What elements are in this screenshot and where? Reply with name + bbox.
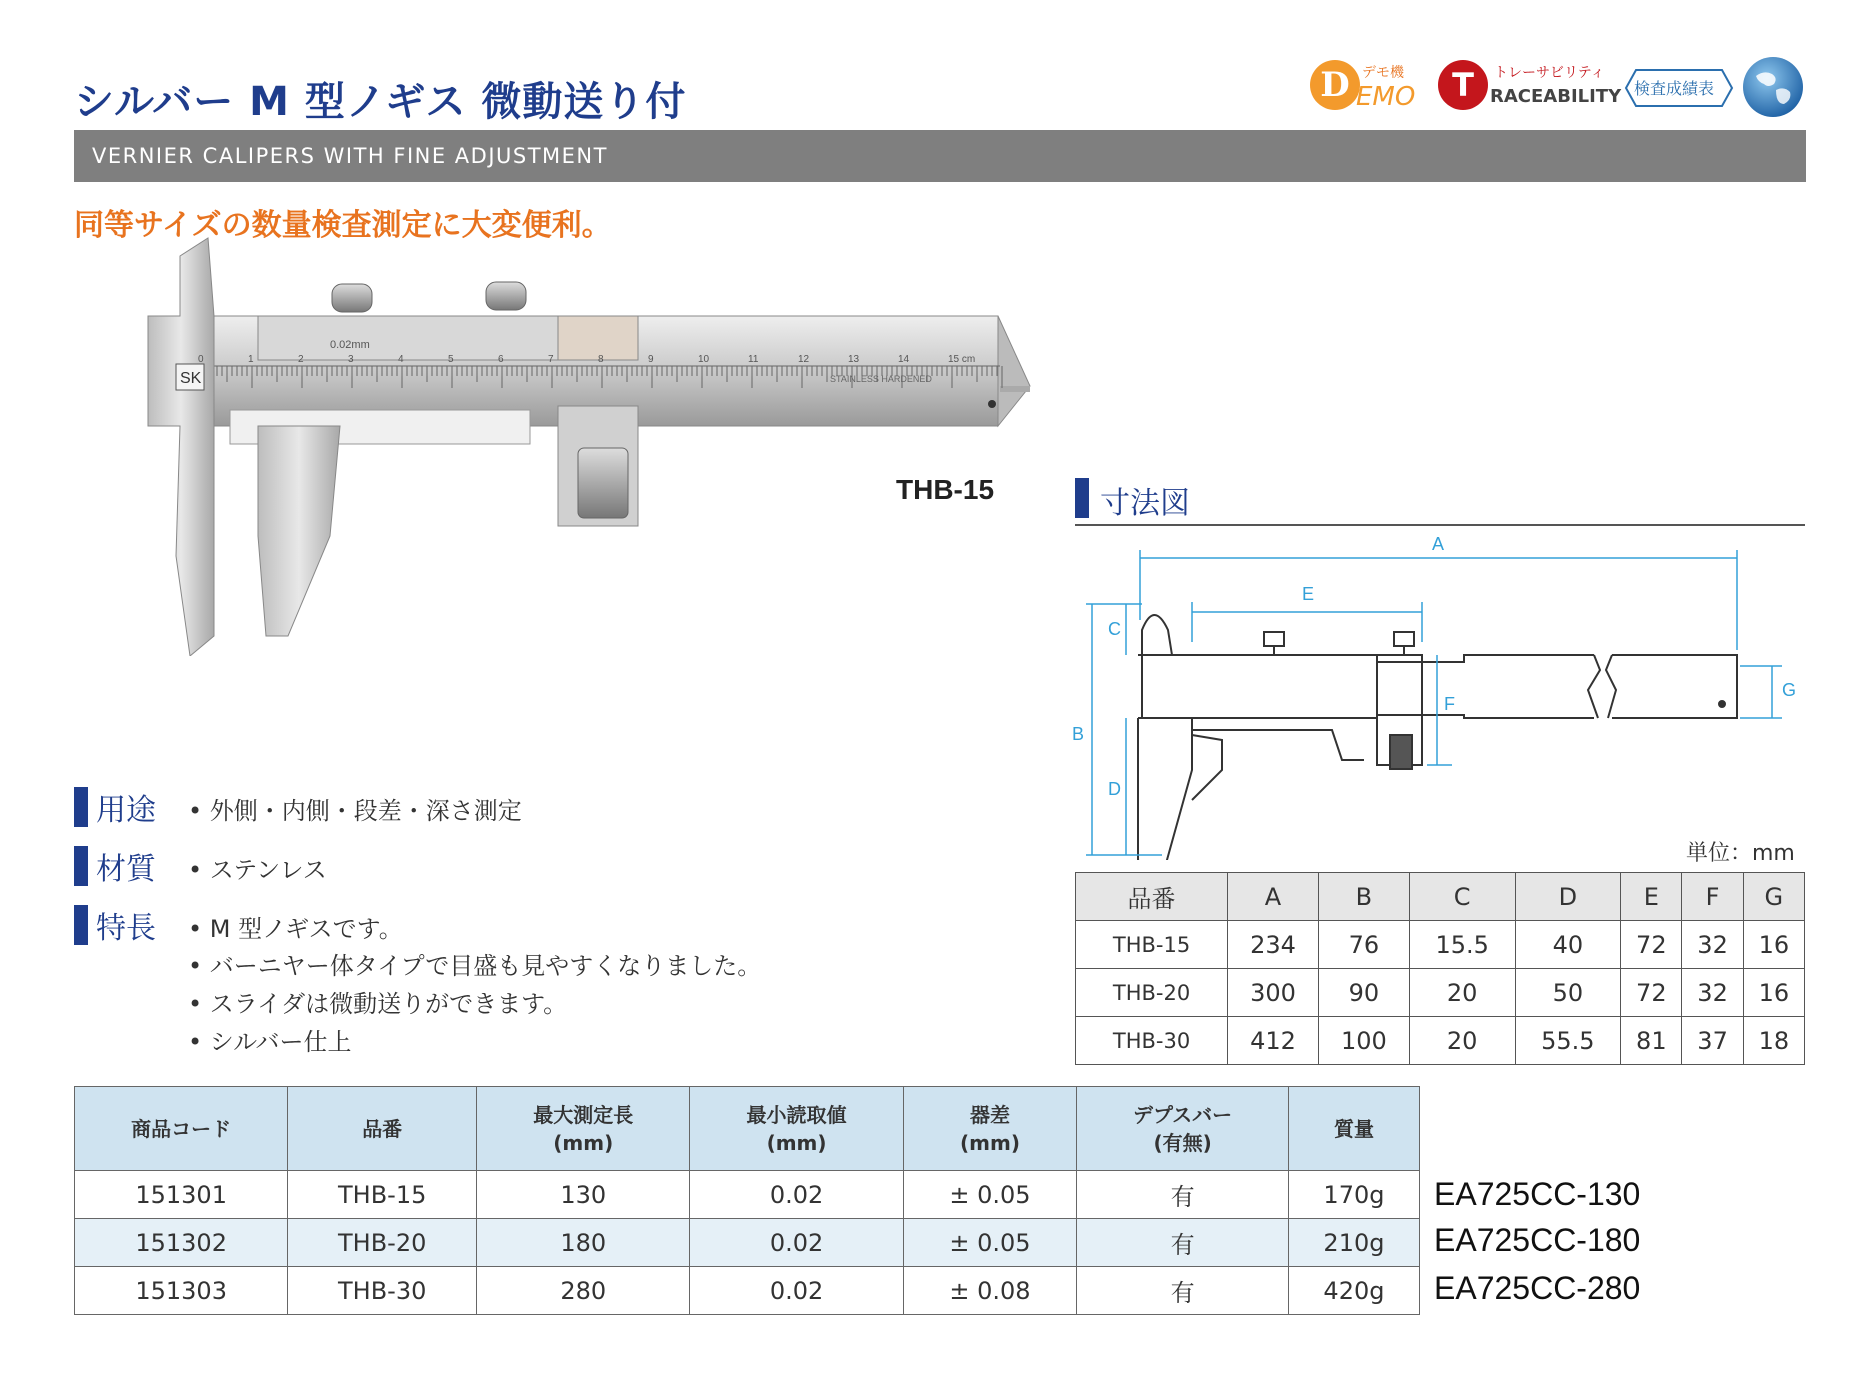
column-header: 質量 xyxy=(1288,1087,1419,1171)
dimension-letter-g: G xyxy=(1782,680,1797,700)
dimension-letter-a: A xyxy=(1432,534,1445,554)
scale-number: 9 xyxy=(648,354,654,365)
demo-badge-small-text: デモ機 xyxy=(1362,65,1404,81)
feature-item: • バーニヤー体タイプで目盛も見やすくなりました。 xyxy=(188,952,762,980)
table-cell: 151303 xyxy=(75,1267,288,1315)
table-cell: ± 0.05 xyxy=(903,1171,1077,1219)
column-header: E xyxy=(1621,873,1682,921)
table-cell: THB-15 xyxy=(288,1171,477,1219)
spec-marker xyxy=(74,846,88,886)
column-header: 器差 (mm) xyxy=(903,1087,1077,1171)
demo-badge-text: EMO xyxy=(1356,82,1416,112)
dimension-table-header xyxy=(1076,873,1805,921)
table-row xyxy=(75,1267,1420,1315)
dimension-letter-c: C xyxy=(1108,619,1121,639)
dimension-letter-e: E xyxy=(1302,584,1315,604)
scale-number: 4 xyxy=(398,354,404,365)
scale-number: 6 xyxy=(498,354,504,365)
column-header: 最小読取値 (mm) xyxy=(690,1087,903,1171)
section-marker xyxy=(1075,478,1089,518)
table-cell: 90 xyxy=(1318,969,1409,1017)
table-row xyxy=(1076,969,1805,1017)
column-header: F xyxy=(1682,873,1743,921)
divider xyxy=(1075,524,1805,526)
traceability-badge-letter: T xyxy=(1438,60,1488,110)
spec-marker xyxy=(74,905,88,945)
table-cell: 180 xyxy=(477,1219,690,1267)
inspection-certificate-text: 検査成績表 xyxy=(1634,79,1715,98)
column-header: 最大測定長 (mm) xyxy=(477,1087,690,1171)
table-cell: THB-30 xyxy=(288,1267,477,1315)
column-header: D xyxy=(1515,873,1621,921)
table-cell: 有 xyxy=(1077,1171,1289,1219)
feature-item: • シルバー仕上 xyxy=(188,1028,352,1056)
dimension-diagram xyxy=(1072,530,1812,860)
demo-badge xyxy=(1310,60,1420,114)
column-header: B xyxy=(1318,873,1409,921)
table-cell: 151301 xyxy=(75,1171,288,1219)
scale-number: 13 xyxy=(848,354,860,365)
table-cell: 32 xyxy=(1682,921,1743,969)
table-cell: ± 0.08 xyxy=(903,1267,1077,1315)
table-cell: 234 xyxy=(1228,921,1319,969)
inspection-certificate-badge xyxy=(1624,66,1734,110)
table-cell: THB-20 xyxy=(1076,969,1228,1017)
table-cell: 130 xyxy=(477,1171,690,1219)
maker-logo: SK xyxy=(180,370,202,387)
scale-number: 12 xyxy=(798,354,810,365)
spec-label: 材質 xyxy=(96,852,156,887)
table-cell: 20 xyxy=(1409,969,1515,1017)
scale-number: 2 xyxy=(298,354,304,365)
column-header: A xyxy=(1228,873,1319,921)
scale-stamp: STAINLESS HARDENED xyxy=(830,374,932,384)
product-table xyxy=(74,1086,1420,1315)
scale-number: 7 xyxy=(548,354,554,365)
table-cell: 55.5 xyxy=(1515,1017,1621,1065)
table-cell: THB-20 xyxy=(288,1219,477,1267)
table-cell: 170g xyxy=(1288,1171,1419,1219)
table-cell: 420g xyxy=(1288,1267,1419,1315)
column-header: 品番 xyxy=(1076,873,1228,921)
table-cell: 16 xyxy=(1743,921,1804,969)
scale-number: 11 xyxy=(748,354,759,365)
table-cell: 40 xyxy=(1515,921,1621,969)
column-header: G xyxy=(1743,873,1804,921)
traceability-badge-small-text: トレーサビリティ xyxy=(1494,65,1605,81)
table-cell: THB-30 xyxy=(1076,1017,1228,1065)
tagline: 同等サイズの数量検査測定に大変便利。 xyxy=(74,208,612,243)
table-row xyxy=(75,1219,1420,1267)
page-title: シルバー M 型ノギス 微動送り付 xyxy=(74,79,687,125)
scale-number: 0 xyxy=(198,354,204,365)
traceability-badge-text: RACEABILITY xyxy=(1490,86,1622,107)
order-code: EA725CC-280 xyxy=(1434,1270,1641,1306)
product-table-header xyxy=(75,1087,1420,1171)
column-header: 商品コード xyxy=(75,1087,288,1171)
table-cell: 37 xyxy=(1682,1017,1743,1065)
scale-number: 10 xyxy=(698,354,710,365)
scale-number: 8 xyxy=(598,354,604,365)
table-cell: 0.02 xyxy=(690,1171,903,1219)
table-cell: 0.02 xyxy=(690,1219,903,1267)
order-code: EA725CC-130 xyxy=(1434,1176,1641,1212)
subtitle-english: VERNIER CALIPERS WITH FINE ADJUSTMENT xyxy=(92,144,608,168)
table-cell: 有 xyxy=(1077,1267,1289,1315)
table-row xyxy=(1076,1017,1805,1065)
table-cell: 有 xyxy=(1077,1219,1289,1267)
table-cell: 0.02 xyxy=(690,1267,903,1315)
spec-marker xyxy=(74,787,88,827)
table-cell: 20 xyxy=(1409,1017,1515,1065)
table-cell: 18 xyxy=(1743,1017,1804,1065)
table-cell: 16 xyxy=(1743,969,1804,1017)
dimension-table xyxy=(1075,872,1805,1065)
spec-label: 用途 xyxy=(96,793,156,828)
table-row xyxy=(1076,921,1805,969)
globe-icon xyxy=(1742,56,1804,118)
table-cell: ± 0.05 xyxy=(903,1219,1077,1267)
traceability-badge xyxy=(1438,60,1622,114)
table-cell: 32 xyxy=(1682,969,1743,1017)
table-cell: 280 xyxy=(477,1267,690,1315)
scale-resolution-note: 0.02mm xyxy=(330,339,370,351)
table-cell: 50 xyxy=(1515,969,1621,1017)
table-cell: THB-15 xyxy=(1076,921,1228,969)
table-cell: 15.5 xyxy=(1409,921,1515,969)
table-cell: 300 xyxy=(1228,969,1319,1017)
caliper-photo xyxy=(140,236,1040,656)
table-cell: 72 xyxy=(1621,969,1682,1017)
table-cell: 100 xyxy=(1318,1017,1409,1065)
scale-number: 3 xyxy=(348,354,354,365)
table-cell: 210g xyxy=(1288,1219,1419,1267)
table-cell: 81 xyxy=(1621,1017,1682,1065)
dimension-letter-b: B xyxy=(1072,724,1085,744)
table-cell: 72 xyxy=(1621,921,1682,969)
column-header: デプスバー (有無) xyxy=(1077,1087,1289,1171)
table-cell: 151302 xyxy=(75,1219,288,1267)
table-row xyxy=(75,1171,1420,1219)
scale-number: 1 xyxy=(248,354,254,365)
dimension-diagram-title: 寸法図 xyxy=(1100,486,1190,521)
unit-note: 単位：mm xyxy=(1686,841,1795,866)
order-code: EA725CC-180 xyxy=(1434,1222,1641,1258)
dimension-letter-f: F xyxy=(1444,694,1455,714)
table-cell: 412 xyxy=(1228,1017,1319,1065)
scale-number: 15 cm xyxy=(948,354,976,365)
feature-item: • スライダは微動送りができます。 xyxy=(188,990,568,1018)
spec-label: 特長 xyxy=(96,911,156,946)
spec-value: • M 型ノギスです。 xyxy=(188,915,403,943)
scale-number: 5 xyxy=(448,354,454,365)
table-cell: 76 xyxy=(1318,921,1409,969)
column-header: C xyxy=(1409,873,1515,921)
scale-number: 14 xyxy=(898,354,910,365)
spec-value: • 外側・内側・段差・深さ測定 xyxy=(188,797,522,825)
spec-value: • ステンレス xyxy=(188,856,327,884)
model-label: THB-15 xyxy=(896,474,995,505)
dimension-letter-d: D xyxy=(1108,779,1121,799)
column-header: 品番 xyxy=(288,1087,477,1171)
demo-badge-letter: D xyxy=(1310,60,1360,110)
